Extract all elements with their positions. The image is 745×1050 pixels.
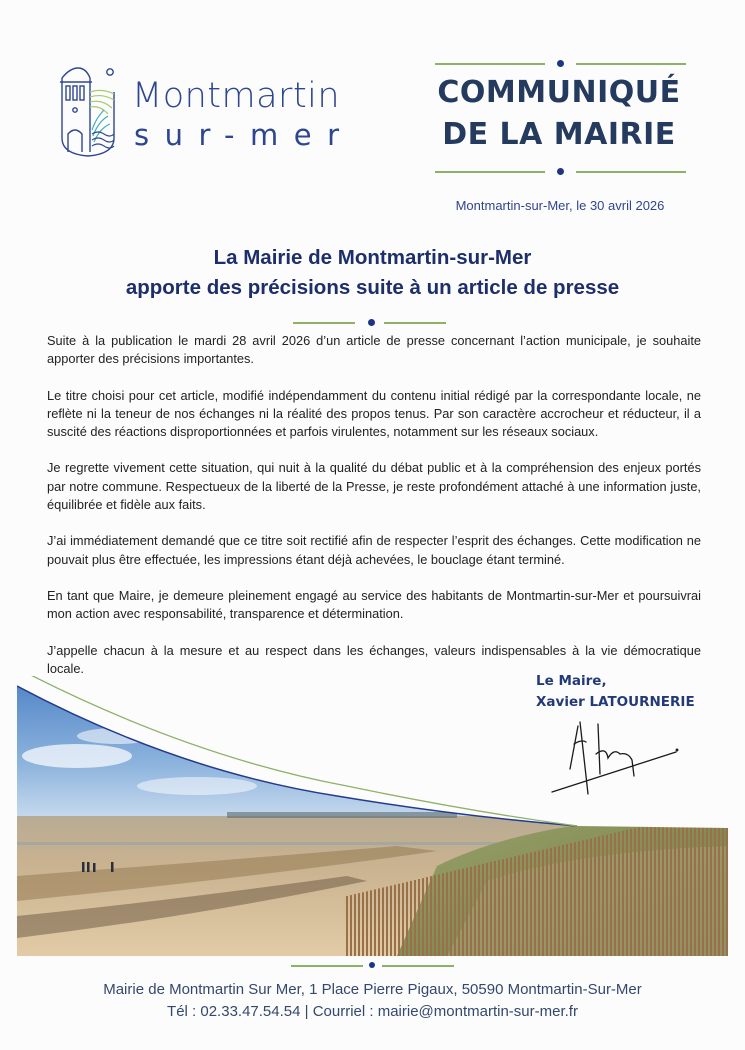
divider-line — [382, 965, 454, 967]
lighthouse-emblem-icon — [58, 66, 120, 158]
divider-line — [384, 322, 446, 324]
signature-block — [536, 671, 695, 713]
divider-dot — [557, 168, 564, 175]
signature-role: Le Maire, — [536, 673, 607, 689]
footer-address: Mairie de Montmartin Sur Mer, 1 Place Pierre Pigaux, 50590 Montmartin-Sur-Mer — [103, 981, 642, 998]
divider-line — [576, 171, 686, 173]
logo-text-montmartin: Montmartin — [132, 76, 341, 116]
communique-title-line1: COMMUNIQUÉ — [437, 75, 681, 110]
divider-dot — [368, 319, 375, 326]
divider-line — [293, 322, 355, 324]
headline-line1: La Mairie de Montmartin-sur-Mer — [213, 246, 532, 269]
divider-dot — [557, 60, 564, 67]
date-line: Montmartin-sur-Mer, le 30 avril 2026 — [455, 198, 665, 213]
communique-title-line2: DE LA MAIRIE — [442, 117, 676, 152]
divider-line — [435, 63, 545, 65]
footer-contact — [20, 979, 725, 1023]
divider-line — [291, 965, 363, 967]
footer-contact-line: Tél : 02.33.47.54.54 | Courriel : mairie@montmartin-sur-mer.fr — [167, 1003, 578, 1020]
divider-dot — [369, 962, 375, 968]
paragraph: J’appelle chacun à la mesure et au respect dans les échanges, valeurs indispensables à la vie démocratique locale. — [47, 642, 701, 676]
paragraph: En tant que Maire, je demeure pleinement engagé au service des habitants de Montmartin-sur-Mer et poursuivrai mon action avec responsabilité, transparence et détermination. — [47, 587, 701, 622]
communique-title — [430, 72, 688, 156]
divider-line — [435, 171, 545, 173]
headline — [60, 243, 685, 303]
paragraph: Le titre choisi pour cet article, modifié indépendamment du contenu initial rédigé par la correspondante locale, ne reflète ni la teneur de nos échanges ni la réalité des propos tenus. Par son caractère accrocheur et réducteur, il a suscité des réactions disproportionnées et parfois virulentes, notamment sur les réseaux sociaux. — [47, 387, 701, 440]
signature-name: Xavier LATOURNERIE — [536, 694, 695, 710]
divider-line — [576, 63, 686, 65]
handwritten-signature — [548, 714, 688, 799]
paragraph: Suite à la publication le mardi 28 avril 2026 d’un article de presse concernant l’action municipale, je souhaite apporter des précisions importantes. — [47, 333, 701, 367]
town-logo — [58, 66, 358, 158]
logo-text-sur-mer: sur-mer — [134, 118, 355, 152]
paragraph: J’ai immédiatement demandé que ce titre soit rectifié afin de respecter l’esprit des échanges. Cette modification ne pouvait plus être effectuée, les impressions étant déjà achevées, le bouclage étant terminé. — [47, 533, 701, 567]
headline-line2: apporte des précisions suite à un article de presse — [125, 276, 620, 299]
body-text — [47, 332, 701, 696]
paragraph: Je regrette vivement cette situation, qui nuit à la qualité du débat public et à la compréhension des enjeux portés par notre commune. Respectueux de la liberté de la Presse, je reste profondément attaché à une information juste, équilibrée et fidèle aux faits. — [47, 460, 701, 513]
